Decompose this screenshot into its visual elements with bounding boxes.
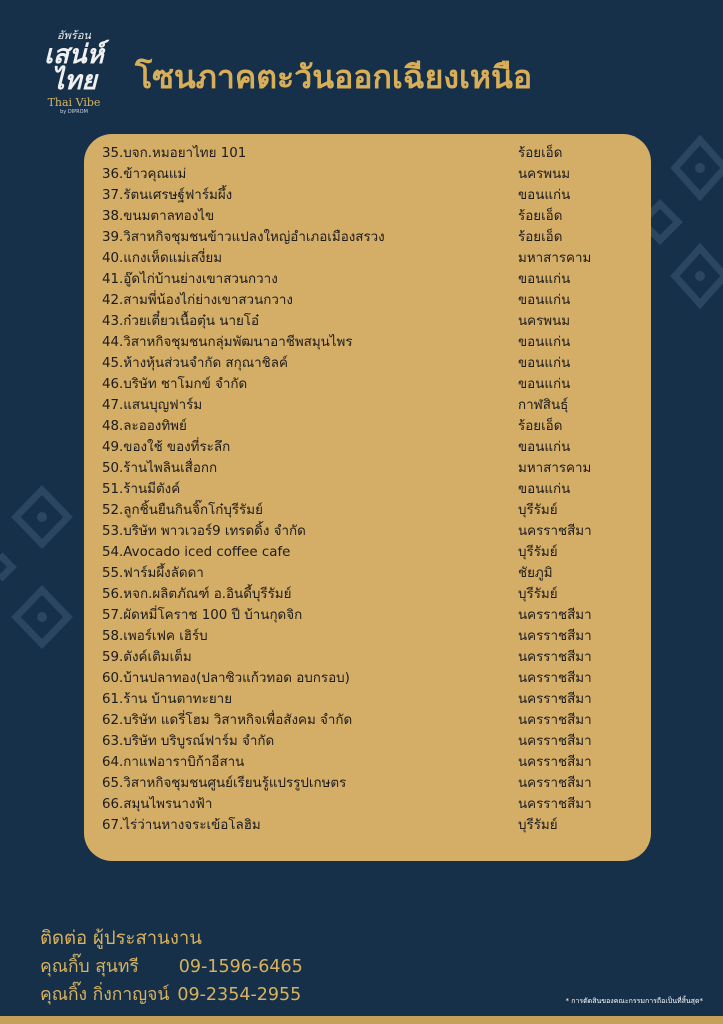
list-item	[102, 332, 633, 353]
item-name: 40.แกงเห็ดแม่เสงี่ยม	[102, 251, 223, 266]
item-name: 39.วิสาหกิจชุมชนข้าวแปลงใหญ่อำเภอเมืองสรวง	[102, 230, 385, 245]
list-item	[102, 815, 633, 836]
item-province: นครราชสีมา	[518, 797, 592, 812]
list-item	[102, 248, 633, 269]
item-province: ร้อยเอ็ด	[518, 209, 563, 224]
list-item	[102, 521, 633, 542]
item-name: 65.วิสาหกิจชุมชนศูนย์เรียนรู้แปรรูปเกษตร	[102, 776, 347, 791]
item-province: นครราชสีมา	[518, 776, 592, 791]
list-item	[102, 353, 633, 374]
list-item	[102, 374, 633, 395]
item-name: 62.บริษัท แดรี่โฮม วิสาหกิจเพื่อสังคม จำกัด	[102, 713, 353, 728]
item-name: 52.ลูกชิ้นยืนกินจิ๊กโก๋บุรีรัมย์	[102, 503, 263, 518]
list-item	[102, 269, 633, 290]
item-name: 36.ข้าวคุณแม่	[102, 167, 187, 182]
ornament-right-icon	[640, 120, 723, 320]
item-province: มหาสารคาม	[518, 251, 592, 266]
list-item	[102, 563, 633, 584]
list-item	[102, 290, 633, 311]
contact-phone-2[interactable]: 09-2354-2955	[177, 985, 302, 1005]
list-item	[102, 227, 633, 248]
contact-person-1	[40, 952, 303, 980]
item-province: ขอนแก่น	[518, 293, 571, 308]
bottom-bar	[0, 1016, 723, 1024]
list-card	[84, 134, 651, 861]
item-name: 63.บริษัท บริบูรณ์ฟาร์ม จำกัด	[102, 734, 275, 749]
list-item	[102, 185, 633, 206]
item-province: นครราชสีมา	[518, 713, 592, 728]
item-name: 60.บ้านปลาทอง(ปลาซิวแก้วทอด อบกรอบ)	[102, 671, 350, 686]
item-name: 51.ร้านมีตังค์	[102, 482, 181, 497]
item-province: นครราชสีมา	[518, 629, 592, 644]
logo-sub: by DIPROM	[60, 109, 88, 115]
logo-line2: เสน่ห์	[44, 40, 104, 70]
contact-phone-1[interactable]: 09-1596-6465	[178, 957, 303, 977]
item-province: ร้อยเอ็ด	[518, 419, 563, 434]
item-name: 54.Avocado iced coffee cafe	[102, 545, 291, 560]
item-name: 55.ฟาร์มผึ้งลัดดา	[102, 566, 204, 581]
item-province: บุรีรัมย์	[518, 503, 558, 518]
item-province: ขอนแก่น	[518, 482, 571, 497]
list-item	[102, 794, 633, 815]
item-province: ขอนแก่น	[518, 440, 571, 455]
ornament-left-icon	[0, 475, 90, 675]
item-name: 61.ร้าน บ้านตาทะยาย	[102, 692, 233, 707]
list-item	[102, 668, 633, 689]
item-name: 48.ละอองทิพย์	[102, 419, 187, 434]
item-province: ชัยภูมิ	[518, 566, 553, 581]
list-item	[102, 500, 633, 521]
list-item	[102, 479, 633, 500]
item-name: 56.หจก.ผลิตภัณฑ์ อ.อินดี้บุรีรัมย์	[102, 587, 292, 602]
item-name: 64.กาแฟอาราบิก้าอีสาน	[102, 755, 245, 770]
item-name: 53.บริษัท พาวเวอร์9 เทรดดิ้ง จำกัด	[102, 524, 306, 539]
item-name: 50.ร้านไพลินเสื่อกก	[102, 461, 218, 476]
contact-name-1: คุณกิ๊บ สุนทรี	[40, 957, 139, 977]
item-province: นครราชสีมา	[518, 650, 592, 665]
list-item	[102, 143, 633, 164]
item-name: 46.บริษัท ชาโมกข์ จำกัด	[102, 377, 248, 392]
item-name: 67.ไร่ว่านหางจระเข้อโลฮิม	[102, 818, 261, 833]
item-name: 59.ตังค์เติมเต็ม	[102, 650, 192, 665]
item-province: ขอนแก่น	[518, 335, 571, 350]
item-province: นครราชสีมา	[518, 755, 592, 770]
item-name: 58.เพอร์เฟค เฮิร์บ	[102, 629, 208, 644]
page-title: โซนภาคตะวันออกเฉียงเหนือ	[135, 58, 533, 96]
list-item	[102, 731, 633, 752]
logo-line3: ไทย	[51, 66, 97, 96]
list-item	[102, 752, 633, 773]
item-name: 43.ก๋วยเตี๋ยวเนื้อตุ๋น นายโอ๋	[102, 314, 260, 329]
item-province: บุรีรัมย์	[518, 545, 558, 560]
list-item	[102, 311, 633, 332]
item-province: ขอนแก่น	[518, 188, 571, 203]
logo-tagline: Thai Vibe	[47, 96, 101, 109]
item-name: 37.รัตนเศรษฐ์ฟาร์มผึ้ง	[102, 188, 233, 203]
item-name: 35.บจก.หมอยาไทย 101	[102, 146, 247, 161]
item-name: 66.สมุนไพรนางฟ้า	[102, 797, 213, 812]
item-name: 57.ผัดหมี่โคราช 100 ปี บ้านกุดจิก	[102, 608, 303, 623]
item-province: นครราชสีมา	[518, 608, 592, 623]
list-item	[102, 584, 633, 605]
item-province: กาฬสินธุ์	[518, 398, 569, 413]
contact-heading: ติดต่อ ผู้ประสานงาน	[40, 928, 202, 949]
item-province: มหาสารคาม	[518, 461, 592, 476]
disclaimer-note: * การตัดสินของคณะกรรมการถือเป็นที่สิ้นสุด*	[565, 997, 703, 1005]
list-item	[102, 647, 633, 668]
item-province: นครพนม	[518, 314, 571, 329]
item-province: ร้อยเอ็ด	[518, 230, 563, 245]
list-item	[102, 773, 633, 794]
item-province: นครราชสีมา	[518, 734, 592, 749]
list-item	[102, 206, 633, 227]
item-province: นครราชสีมา	[518, 524, 592, 539]
item-name: 41.อู๊ดไก่บ้านย่างเขาสวนกวาง	[102, 272, 278, 287]
item-province: นครราชสีมา	[518, 671, 592, 686]
list-item	[102, 164, 633, 185]
list-item	[102, 605, 633, 626]
item-province: บุรีรัมย์	[518, 587, 558, 602]
list-item	[102, 626, 633, 647]
list-item	[102, 689, 633, 710]
item-province: บุรีรัมย์	[518, 818, 558, 833]
list-item	[102, 437, 633, 458]
contact-name-2: คุณกิ๊ง กิ่งกาญจน์	[40, 985, 170, 1005]
list-item	[102, 542, 633, 563]
item-province: ขอนแก่น	[518, 377, 571, 392]
item-province: นครพนม	[518, 167, 571, 182]
item-name: 38.ขนมตาลทองไข	[102, 209, 215, 224]
item-name: 47.แสนบุญฟาร์ม	[102, 398, 203, 413]
contact-person-2	[40, 980, 301, 1008]
item-province: ขอนแก่น	[518, 356, 571, 371]
logo	[34, 30, 114, 130]
item-province: นครราชสีมา	[518, 692, 592, 707]
item-name: 49.ของใช้ ของที่ระลึก	[102, 440, 231, 455]
item-name: 45.ห้างหุ้นส่วนจำกัด สกุณาชิลค์	[102, 356, 288, 371]
list-item	[102, 416, 633, 437]
list-item	[102, 458, 633, 479]
item-province: ขอนแก่น	[518, 272, 571, 287]
item-name: 42.สามพี่น้องไก่ย่างเขาสวนกวาง	[102, 293, 293, 308]
item-name: 44.วิสาหกิจชุมชนกลุ่มพัฒนาอาชีพสมุนไพร	[102, 335, 353, 350]
list-item	[102, 710, 633, 731]
list-item	[102, 395, 633, 416]
logo-line1: อัพร้อน	[57, 29, 91, 42]
item-province: ร้อยเอ็ด	[518, 146, 563, 161]
